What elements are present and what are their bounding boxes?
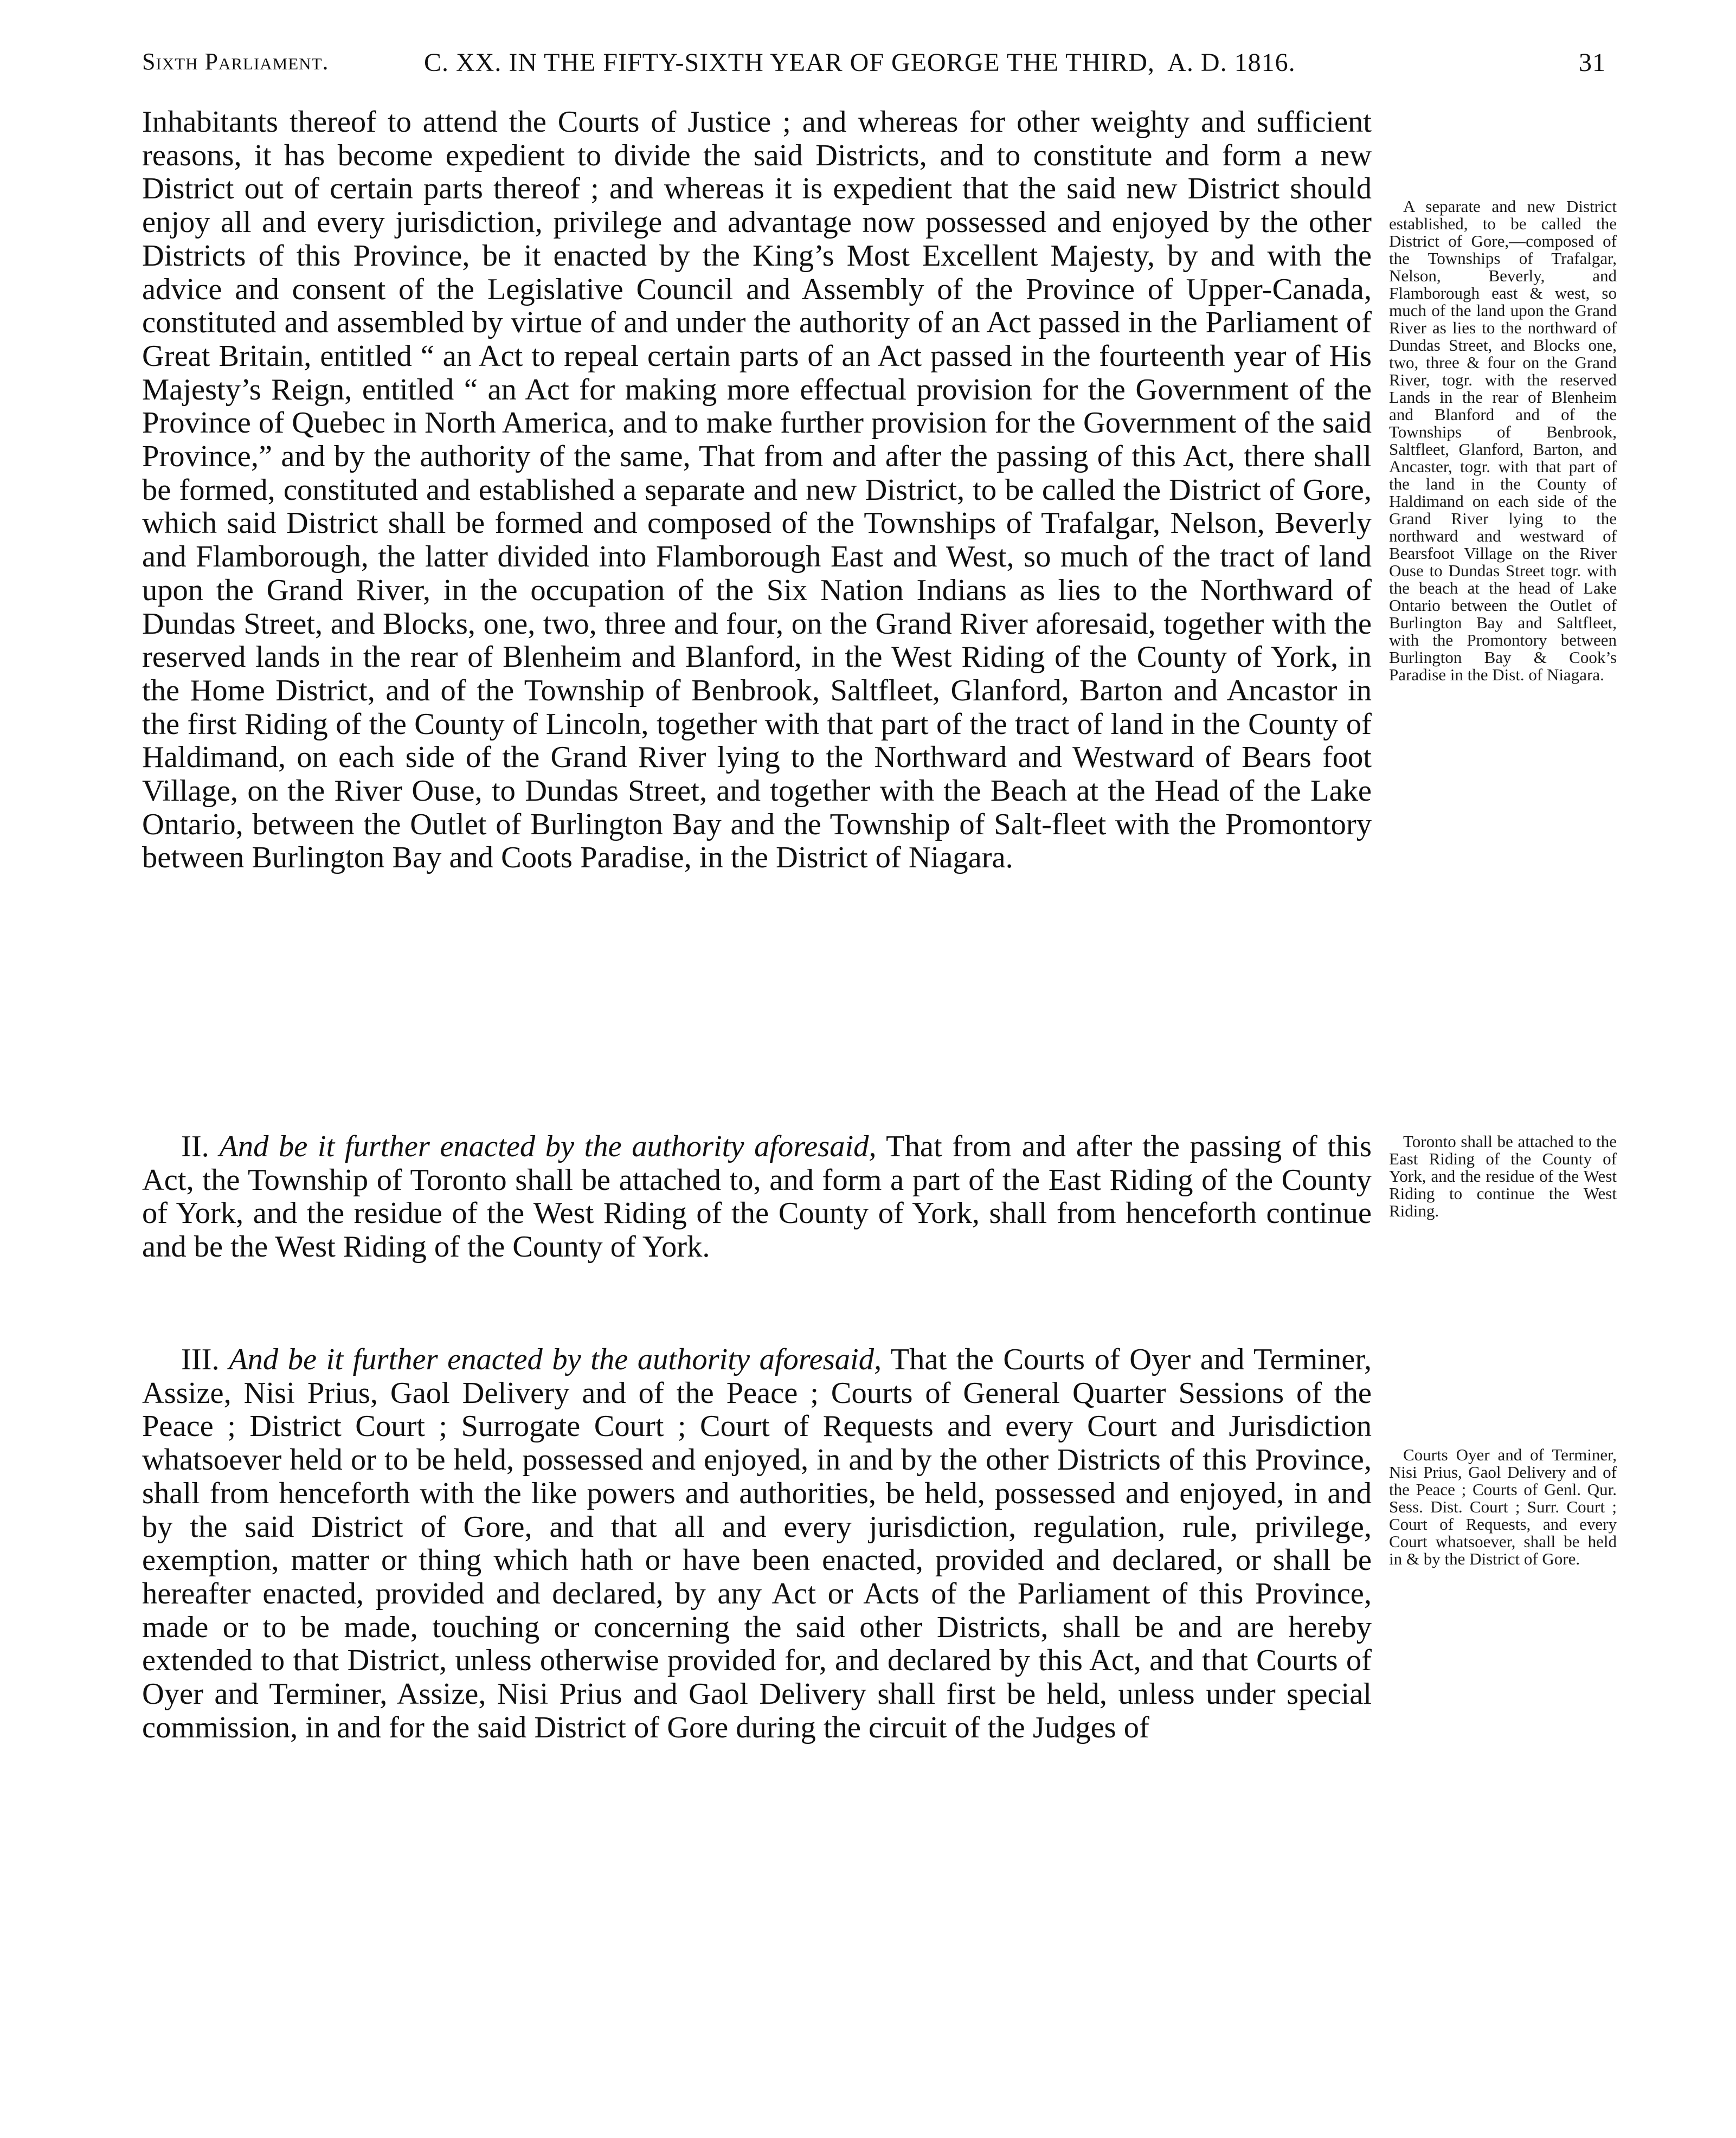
marginal-note-toronto <box>1389 1133 1617 1220</box>
section-2 <box>142 1130 1372 1264</box>
header-chapter-title <box>424 48 1296 78</box>
section-body-text: That the Courts of Oyer and Terminer, Assize, Nisi Prius, Gaol Delivery and of the Peace ; Courts of General Quarter Sessions of the Peace ; District Court ; Surrogate Court ; Court of Requests and every Court and Jurisdiction whatsoever held or to be held, possessed and enjoyed, in and by the other Districts of this Province, shall from henceforth with the like powers and authorities, be held, possessed and enjoyed, in and by the said District of Gore, and that all and every jurisdiction, regulation, rule, privilege, exemption, matter or thing which hath or have been enacted, provided and declared, or shall be hereafter enacted, provided and declared, by any Act or Acts of the Parliament of this Province, made or to be made, touching or concerning the said other Districts, shall be and are hereby extended to that District, unless otherwise provided for, and declared by this Act, and that Courts of Oyer and Terminer, Assize, Nisi Prius and Gaol Delivery shall first be held, unless under special commission, in and for the said District of Gore during the circuit of the Judges of <box>142 1343 1372 1744</box>
section-3 <box>142 1343 1372 1744</box>
section-body-text: That from and after the passing of this Act, the Township of Toronto shall be attached to, and form a part of the East Riding of the County of York, and the residue of the West Riding of the County of York, shall from henceforth continue and be the West Riding of the County of York. <box>142 1130 1372 1264</box>
section-number: III. <box>181 1343 220 1376</box>
enacting-clause: And be it further enacted by the authority aforesaid, <box>229 1343 882 1376</box>
section-continuation <box>142 106 1372 875</box>
marginal-note-text: A separate and new District established, to be called the District of Gore,—composed of the Townships of Trafalgar, Nelson, Beverly, and Flamborough east & west, so much of the land upon the Grand River as lies to the northward of Dundas Street, and Blocks one, two, three & four on the Grand River, togr. with the reserved Lands in the rear of Blenheim and Blanford and of the Townships of Benbrook, Saltfleet, Glanford, Barton, and Ancaster, togr. with that part of the land in the County of Haldimand on each side of the Grand River lying to the northward and westward of Bearsfoot Village on the River Ouse to Dundas Street togr. with the beach at the head of Lake Ontario between the Outlet of Burlington Bay and Saltfleet, with the Promontory between Burlington Bay & Cook’s Paradise in the Dist. of Niagara. <box>1389 197 1617 684</box>
page-number: 31 <box>1579 48 1606 77</box>
enacting-clause: And be it further enacted by the authority aforesaid, <box>219 1130 877 1163</box>
section-paragraph <box>142 1343 1372 1744</box>
header-year: A. D. 1816. <box>1167 48 1296 77</box>
marginal-note-district-of-gore <box>1389 198 1617 684</box>
running-header <box>142 48 1606 86</box>
marginal-note-text: Courts Oyer and of Terminer, Nisi Prius, Gaol Delivery and of the Peace ; Courts of Genl. Qur. Sess. Dist. Court ; Surr. Court ; Court of Requests, and every Court whatsoever, shall be held in & by the District of Gore. <box>1389 1445 1617 1568</box>
marginal-note-text: Toronto shall be attached to the East Riding of the County of York, and the residue of the West Riding to continue the West Riding. <box>1389 1132 1617 1220</box>
marginal-note-courts <box>1389 1446 1617 1568</box>
header-title-text: C. XX. IN THE FIFTY-SIXTH YEAR OF GEORGE THE THIRD, <box>424 48 1155 77</box>
section-paragraph <box>142 1130 1372 1264</box>
section-body-text: Inhabitants thereof to attend the Courts of Justice ; and whereas for other weighty and sufficient reasons, it has become expedient to divide the said Districts, and to constitute and form a new District out of certain parts thereof ; and whereas it is expedient that the said new District should enjoy all and every jurisdiction, privilege and advantage now possessed and enjoyed by the other Districts of this Province, be it enacted by the King’s Most Excellent Majesty, by and with the advice and consent of the Legislative Council and Assembly of the Province of Upper-Canada, constituted and assembled by virtue of and under the authority of an Act passed in the Parliament of Great Britain, entitled “ an Act to repeal certain parts of an Act passed in the fourteenth year of His Majesty’s Reign, entitled “ an Act for making more effectual provision for the Government of the Province of Quebec in North America, and to make further provision for the Government of the said Province,” and by the authority of the same, That from and after the passing of this Act, there shall be formed, constituted and established a separate and new District, to be called the District of Gore, which said District shall be formed and composed of the Townships of Trafalgar, Nelson, Beverly and Flamborough, the latter divided into Flamborough East and West, so much of the tract of land upon the Grand River, in the occupation of the Six Nation Indians as lies to the Northward of Dundas Street, and Blocks, one, two, three and four, on the Grand River aforesaid, together with the reserved lands in the rear of Blenheim and Blanford, in the West Riding of the County of York, in the Home District, and of the Township of Benbrook, Saltfleet, Glanford, Barton and Ancastor in the first Riding of the County of Lincoln, together with that part of the tract of land in the County of Haldimand, on each side of the Grand River lying to the Northward and Westward of Bears foot Village, on the River Ouse, to Dundas Street, and together with the Beach at the Head of the Lake Ontario, between the Outlet of Burlington Bay and the Township of Salt-fleet with the Promontory between Burlington Bay and Coots Paradise, in the District of Niagara. <box>142 105 1372 875</box>
section-number: II. <box>181 1130 209 1163</box>
header-parliament: Sixth Parliament. <box>142 48 329 75</box>
